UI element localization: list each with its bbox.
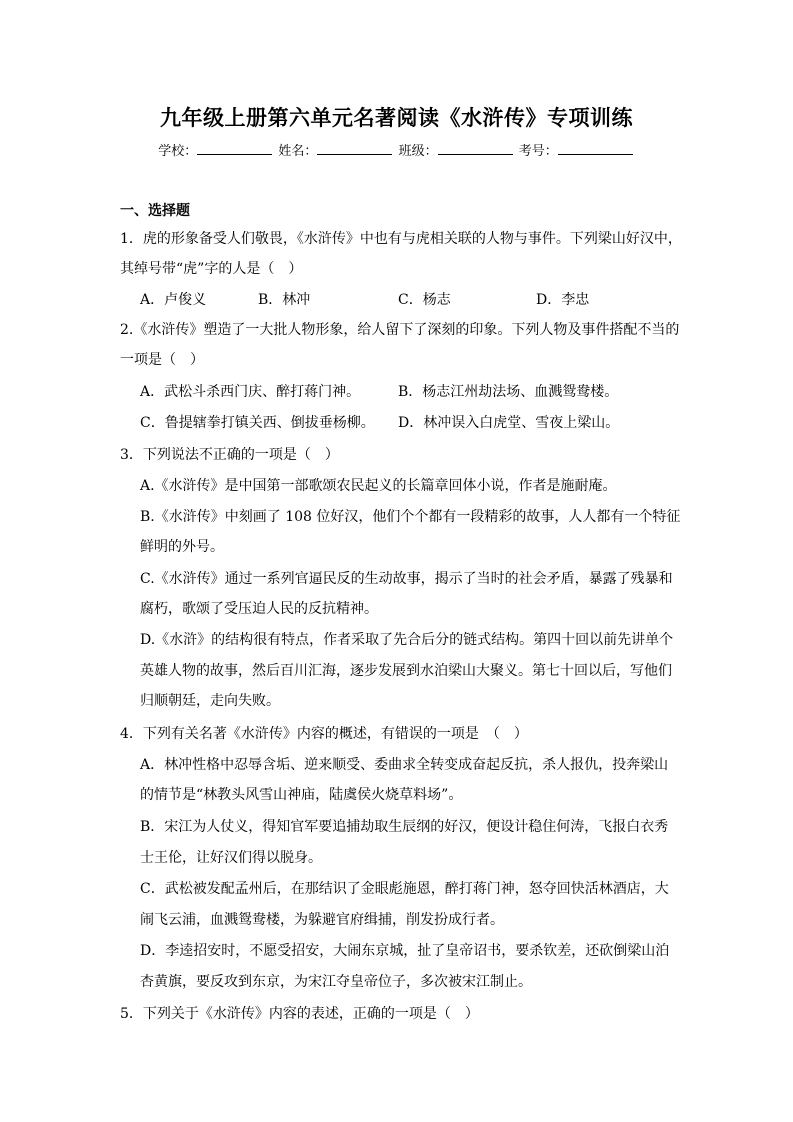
q2-option-b[interactable]: B．杨志江州劫法场、血溅鸳鸯楼。 xyxy=(398,384,619,400)
q3-option-d-line2[interactable]: 英雄人物的故事，然后百川汇海，逐步发展到水泊梁山大聚义。第七十回以后，写他们 xyxy=(140,663,672,679)
section-heading: 一、选择题 xyxy=(120,203,190,219)
q1-stem-line2: 其绰号带“虎”字的人是（ ） xyxy=(120,261,303,277)
class-label: 班级： xyxy=(398,144,438,159)
q4-stem: 4．下列有关名著《水浒传》内容的概述，有错误的一项是 （ ） xyxy=(120,726,528,742)
q1-option-d[interactable]: D．李忠 xyxy=(536,292,590,308)
q5-stem: 5．下列关于《水浒传》内容的表述，正确的一项是（ ） xyxy=(120,1006,479,1022)
name-blank[interactable] xyxy=(317,142,392,155)
student-info-line xyxy=(0,140,793,159)
q4-option-b-line2[interactable]: 士王伦，让好汉们得以脱身。 xyxy=(140,850,322,866)
name-label: 姓名： xyxy=(278,144,318,159)
q4-option-c-line1[interactable]: C．武松被发配孟州后，在那结识了金眼彪施恩，醉打蒋门神，怒夺回快活林酒店，大 xyxy=(140,881,669,897)
q3-option-b-line2[interactable]: 鲜明的外号。 xyxy=(140,539,224,555)
school-blank[interactable] xyxy=(197,142,272,155)
exam-number-label: 考号： xyxy=(518,144,558,159)
q4-option-a-line2[interactable]: 的情节是“林教头风雪山神庙，陆虞侯火烧草料场”。 xyxy=(140,787,463,803)
q2-option-d[interactable]: D．林冲误入白虎堂、雪夜上梁山。 xyxy=(398,415,620,431)
q2-option-c[interactable]: C．鲁提辖拳打镇关西、倒拔垂杨柳。 xyxy=(140,415,375,431)
q2-stem-line1: 2.《水浒传》塑造了一大批人物形象，给人留下了深刻的印象。下列人物及事件搭配不当的 xyxy=(120,322,680,338)
class-blank[interactable] xyxy=(438,142,513,155)
q3-option-b-line1[interactable]: B.《水浒传》中刻画了 108 位好汉，他们个个都有一段精彩的故事，人人都有一个特征 xyxy=(140,509,681,525)
q1-option-c[interactable]: C．杨志 xyxy=(398,292,451,308)
q4-option-c-line2[interactable]: 闹飞云浦，血溅鸳鸯楼，为躲避官府缉捕，削发扮成行者。 xyxy=(140,912,504,928)
q4-option-a-line1[interactable]: A．林冲性格中忍辱含垢、逆来顺受、委曲求全转变成奋起反抗，杀人报仇，投奔梁山 xyxy=(140,757,669,773)
q1-option-b[interactable]: B．林冲 xyxy=(258,292,311,308)
q3-stem: 3．下列说法不正确的一项是（ ） xyxy=(120,447,339,463)
q3-option-c-line1[interactable]: C.《水浒传》通过一系列官逼民反的生动故事，揭示了当时的社会矛盾，暴露了残暴和 xyxy=(140,571,673,587)
school-label: 学校： xyxy=(158,144,198,159)
q4-option-d-line2[interactable]: 杏黄旗，要反攻到东京，为宋江夺皇帝位子，多次被宋江制止。 xyxy=(140,974,532,990)
q1-option-a[interactable]: A．卢俊义 xyxy=(140,292,207,308)
exam-number-blank[interactable] xyxy=(558,142,633,155)
q3-option-a[interactable]: A.《水浒传》是中国第一部歌颂农民起义的长篇章回体小说，作者是施耐庵。 xyxy=(140,478,617,494)
q4-option-d-line1[interactable]: D．李逵招安时，不愿受招安，大闹东京城，扯了皇帝诏书，要杀钦差，还砍倒梁山泊 xyxy=(140,943,670,959)
q3-option-d-line1[interactable]: D.《水浒》的结构很有特点，作者采取了先合后分的链式结构。第四十回以前先讲单个 xyxy=(140,632,674,648)
q2-stem-line2: 一项是（ ） xyxy=(120,352,204,368)
q3-option-d-line3[interactable]: 归顺朝廷，走向失败。 xyxy=(140,693,280,709)
q4-option-b-line1[interactable]: B．宋江为人仗义，得知官军要追捕劫取生辰纲的好汉，便设计稳住何涛，飞报白衣秀 xyxy=(140,819,669,835)
q1-stem-line1: 1．虎的形象备受人们敬畏，《水浒传》中也有与虎相关联的人物与事件。下列梁山好汉中， xyxy=(120,231,682,247)
document-title: 九年级上册第六单元名著阅读《水浒传》专项训练 xyxy=(160,105,633,130)
q3-option-c-line2[interactable]: 腐朽，歌颂了受压迫人民的反抗精神。 xyxy=(140,601,378,617)
q2-option-a[interactable]: A．武松斗杀西门庆、醉打蒋门神。 xyxy=(140,384,361,400)
